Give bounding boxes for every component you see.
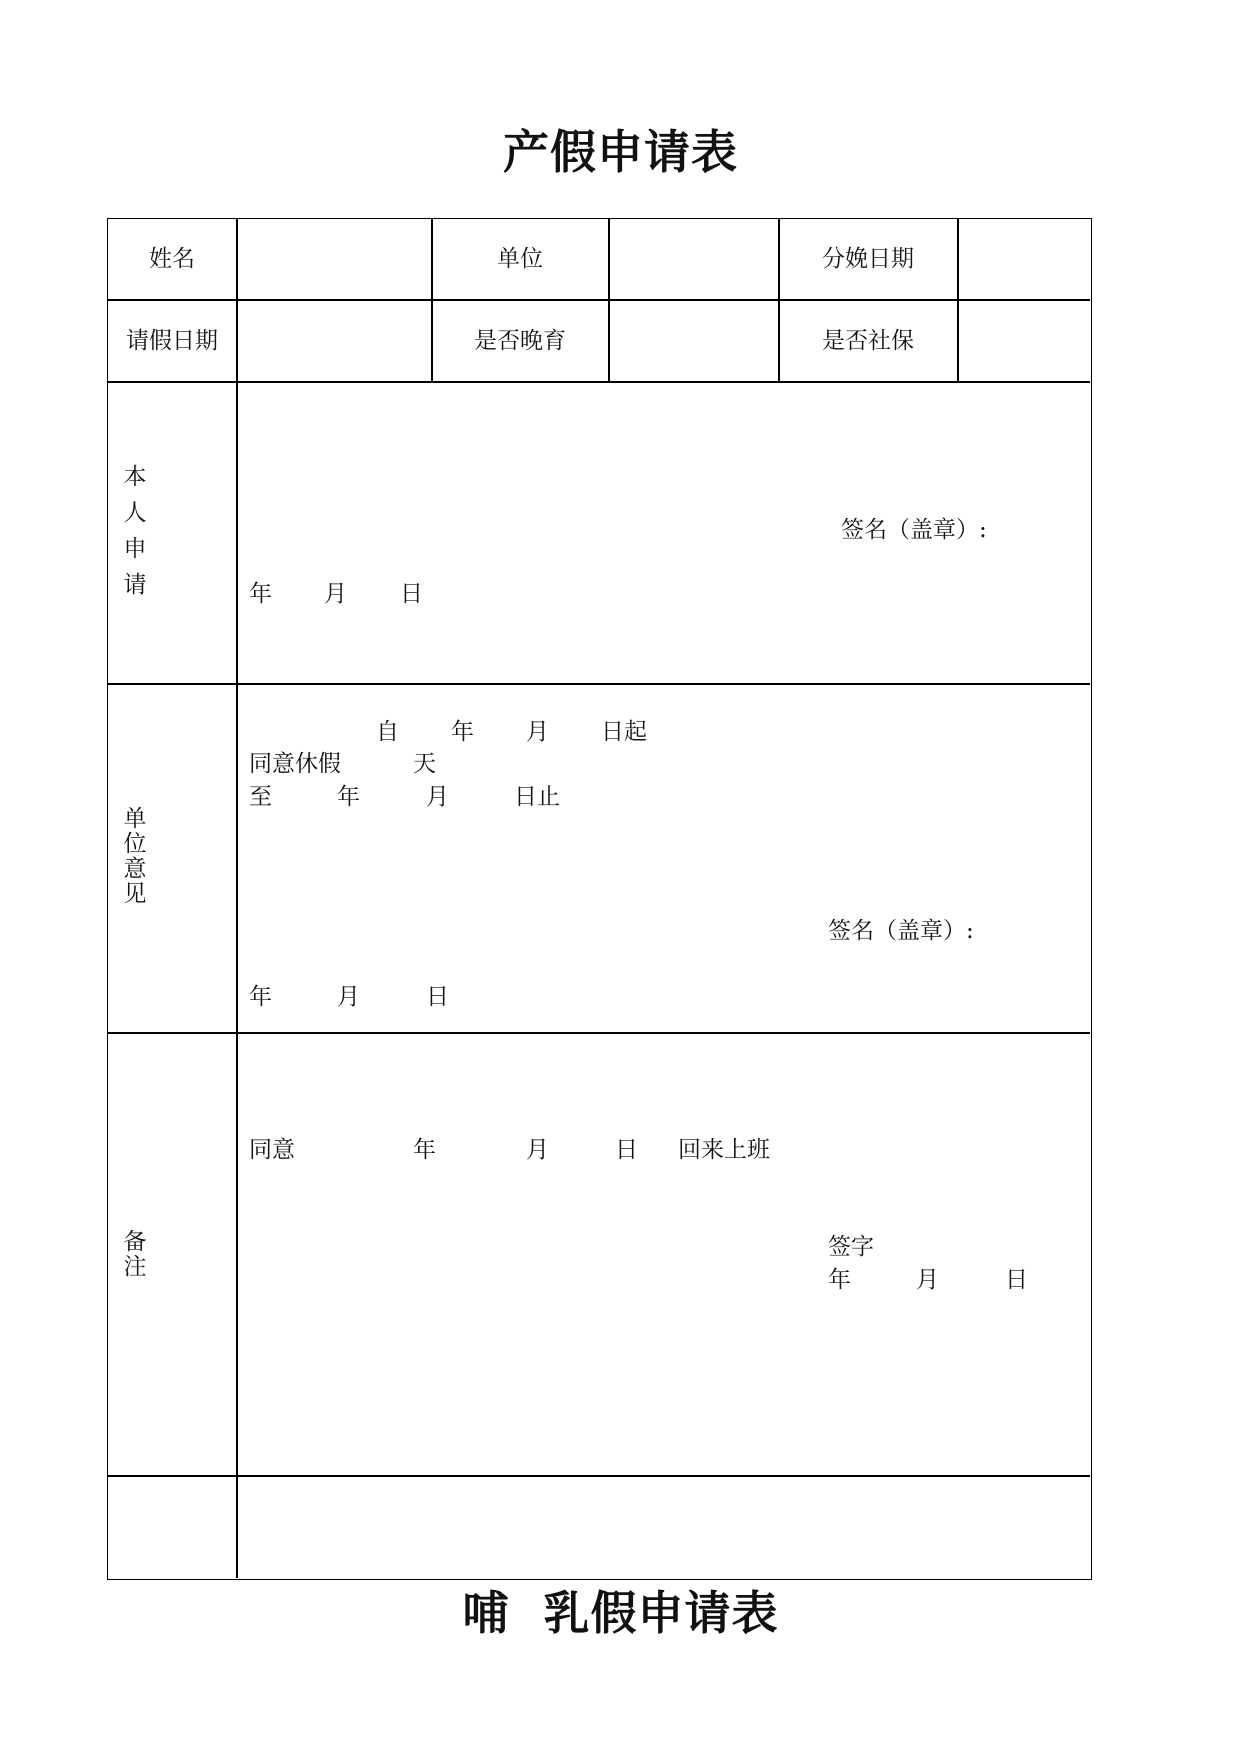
applicant-signature-label: 签名（盖章）: (841, 517, 987, 543)
leave-from-month: 月 (526, 719, 549, 745)
applicant-date-year: 年 (249, 581, 272, 607)
unit-label: 单位 (497, 246, 543, 272)
remarks-agree-label: 同意 (249, 1137, 295, 1163)
applicant-date-day: 日 (400, 581, 423, 607)
return-to-work-label: 回来上班 (678, 1137, 770, 1163)
applicant-date-month: 月 (324, 581, 347, 607)
late-birth-label: 是否晚育 (474, 328, 566, 354)
unit-signature-label: 签名（盖章）: (828, 918, 974, 944)
row-divider (108, 1475, 1090, 1477)
social-insurance-field[interactable] (963, 311, 1083, 371)
column-divider (608, 219, 610, 381)
leave-days-label: 天 (413, 751, 436, 777)
applicant-section-label: 本人申请 (123, 464, 147, 598)
agree-leave-label: 同意休假 (249, 751, 341, 777)
leave-date-field[interactable] (242, 311, 426, 371)
return-month: 月 (526, 1137, 549, 1163)
return-year: 年 (413, 1137, 436, 1163)
remarks-date-year: 年 (828, 1267, 851, 1293)
column-divider (236, 219, 238, 1578)
nursing-leave-title: 哺 乳假申请表 (462, 1586, 779, 1640)
leave-to-label: 至 (249, 784, 272, 810)
leave-from-year: 年 (451, 719, 474, 745)
unit-date-month: 月 (337, 984, 360, 1010)
leave-form-table (107, 218, 1092, 1580)
remarks-section-label: 备注 (123, 1229, 147, 1280)
leave-from-label: 自 (376, 719, 399, 745)
remarks-date-month: 月 (916, 1267, 939, 1293)
leave-to-month: 月 (426, 784, 449, 810)
column-divider (957, 219, 959, 381)
late-birth-field[interactable] (614, 311, 774, 371)
page-title: 产假申请表 (503, 125, 738, 179)
social-insurance-label: 是否社保 (822, 328, 914, 354)
delivery-date-label: 分娩日期 (822, 246, 914, 272)
unit-opinion-section-label: 单位意见 (123, 806, 147, 907)
return-day: 日 (615, 1137, 638, 1163)
column-divider (431, 219, 433, 381)
leave-to-day: 日止 (514, 784, 560, 810)
unit-date-year: 年 (249, 984, 272, 1010)
leave-from-day: 日起 (601, 719, 647, 745)
row-divider (108, 381, 1090, 383)
remarks-sign-label: 签字 (828, 1234, 874, 1260)
row-divider (108, 299, 1090, 301)
unit-date-day: 日 (426, 984, 449, 1010)
leave-to-year: 年 (337, 784, 360, 810)
extra-field[interactable] (242, 1484, 1082, 1568)
name-field[interactable] (242, 229, 426, 289)
unit-field[interactable] (614, 229, 774, 289)
delivery-date-field[interactable] (963, 229, 1083, 289)
remarks-date-day: 日 (1005, 1267, 1028, 1293)
row-divider (108, 1032, 1090, 1034)
leave-date-label: 请假日期 (126, 328, 218, 354)
column-divider (778, 219, 780, 381)
row-divider (108, 683, 1090, 685)
name-label: 姓名 (149, 246, 195, 272)
